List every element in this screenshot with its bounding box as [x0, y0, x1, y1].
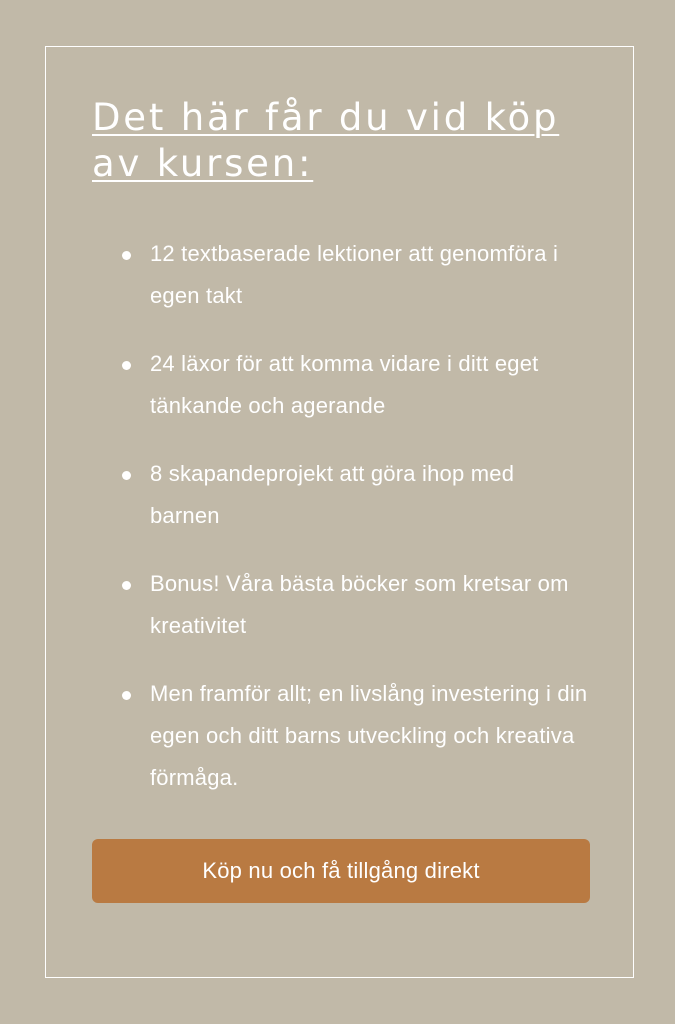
bullet-icon [122, 691, 131, 700]
benefit-text: 24 läxor för att komma vidare i ditt eget tänkande och agerande [150, 351, 539, 418]
benefit-item [150, 453, 590, 537]
benefit-item [150, 233, 590, 317]
benefit-text: 12 textbaserade lektioner att genomföra i egen takt [150, 241, 559, 308]
benefit-text: Men framför allt; en livslång investering i din egen och ditt barns utveckling och kreativa förmåga. [150, 681, 588, 790]
course-offer-card [45, 46, 634, 978]
benefit-item [150, 563, 590, 647]
benefit-item [150, 673, 590, 799]
benefits-list [150, 233, 590, 825]
buy-now-button[interactable]: Köp nu och få tillgång direkt [92, 839, 590, 903]
benefit-text: Bonus! Våra bästa böcker som kretsar om kreativitet [150, 571, 569, 638]
benefit-text: 8 skapandeprojekt att göra ihop med barnen [150, 461, 515, 528]
benefit-item [150, 343, 590, 427]
bullet-icon [122, 471, 131, 480]
bullet-icon [122, 361, 131, 370]
bullet-icon [122, 251, 131, 260]
offer-heading: Det här får du vid köp av kursen: [92, 96, 560, 185]
bullet-icon [122, 581, 131, 590]
